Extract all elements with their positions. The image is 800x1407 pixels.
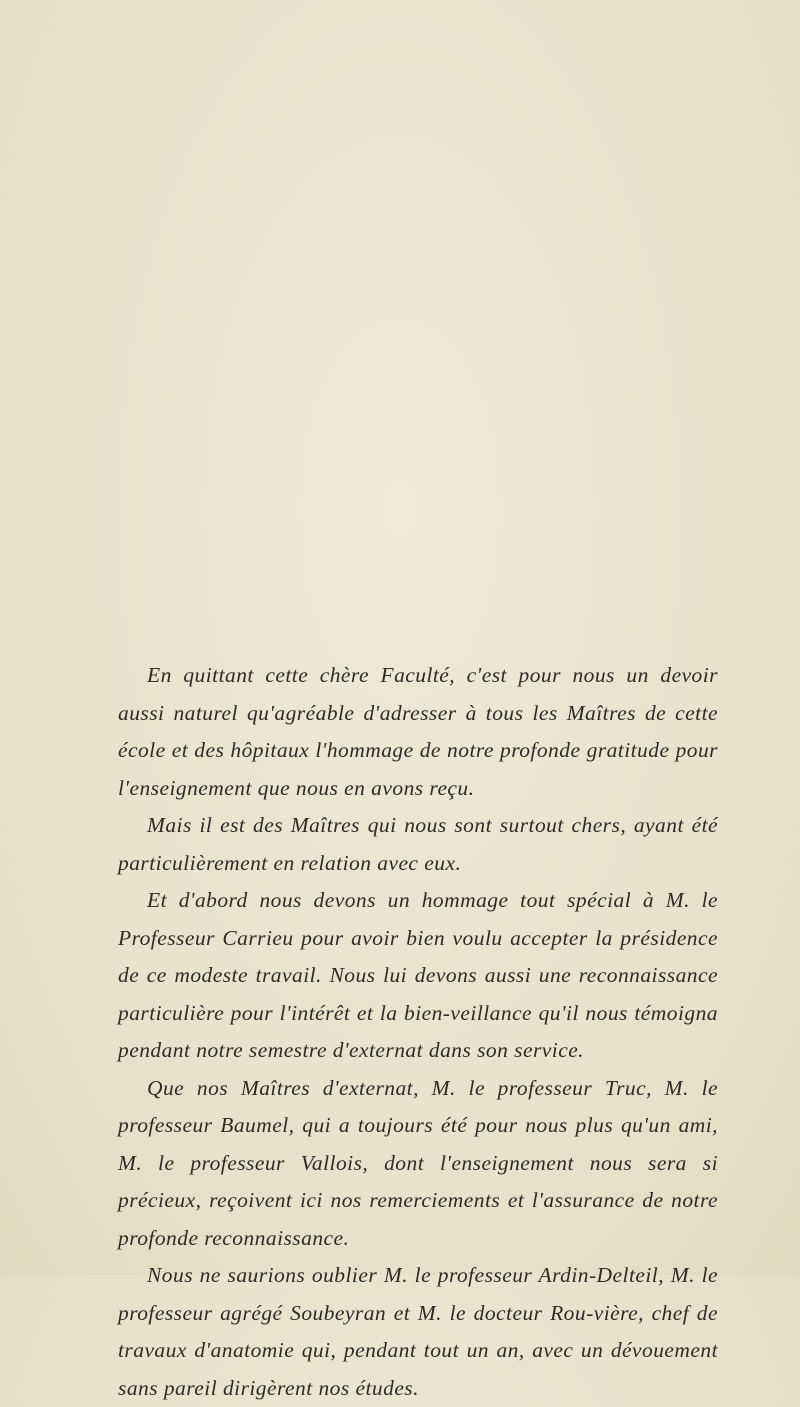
- acknowledgements-text: [118, 657, 718, 1407]
- paragraph-closing: Nous ne saurions oublier M. le professeur Ardin-Delteil, M. le professeur agrégé Soubeyran et M. le docteur Rou-vière, chef de travaux d'anatomie qui, pendant tout un an, avec un dévouement sans pareil dirigèrent nos études.: [118, 1263, 718, 1400]
- paragraph-intro: En quittant cette chère Faculté, c'est pour nous un devoir aussi naturel qu'agréable d'adresser à tous les Maîtres de cette école et des hôpitaux l'hommage de notre profonde gratitude pour l'enseignement que nous en avons reçu.: [118, 663, 718, 800]
- paragraph-carrieu: Et d'abord nous devons un hommage tout spécial à M. le Professeur Carrieu pour avoir bien voulu accepter la présidence de ce modeste travail. Nous lui devons aussi une reconnaissance particulière pour l'intérêt et la bien-veillance qu'il nous témoigna pendant notre semestre d'externat dans son service.: [118, 888, 718, 1062]
- paragraph-externat: Que nos Maîtres d'externat, M. le professeur Truc, M. le professeur Baumel, qui a toujours été pour nous plus qu'un ami, M. le professeur Vallois, dont l'enseignement nous sera si précieux, reçoivent ici nos remerciements et l'assurance de notre profonde reconnaissance.: [118, 1075, 718, 1250]
- paragraph-masters: Mais il est des Maîtres qui nous sont surtout chers, ayant été particulièrement en relation avec eux.: [118, 813, 718, 875]
